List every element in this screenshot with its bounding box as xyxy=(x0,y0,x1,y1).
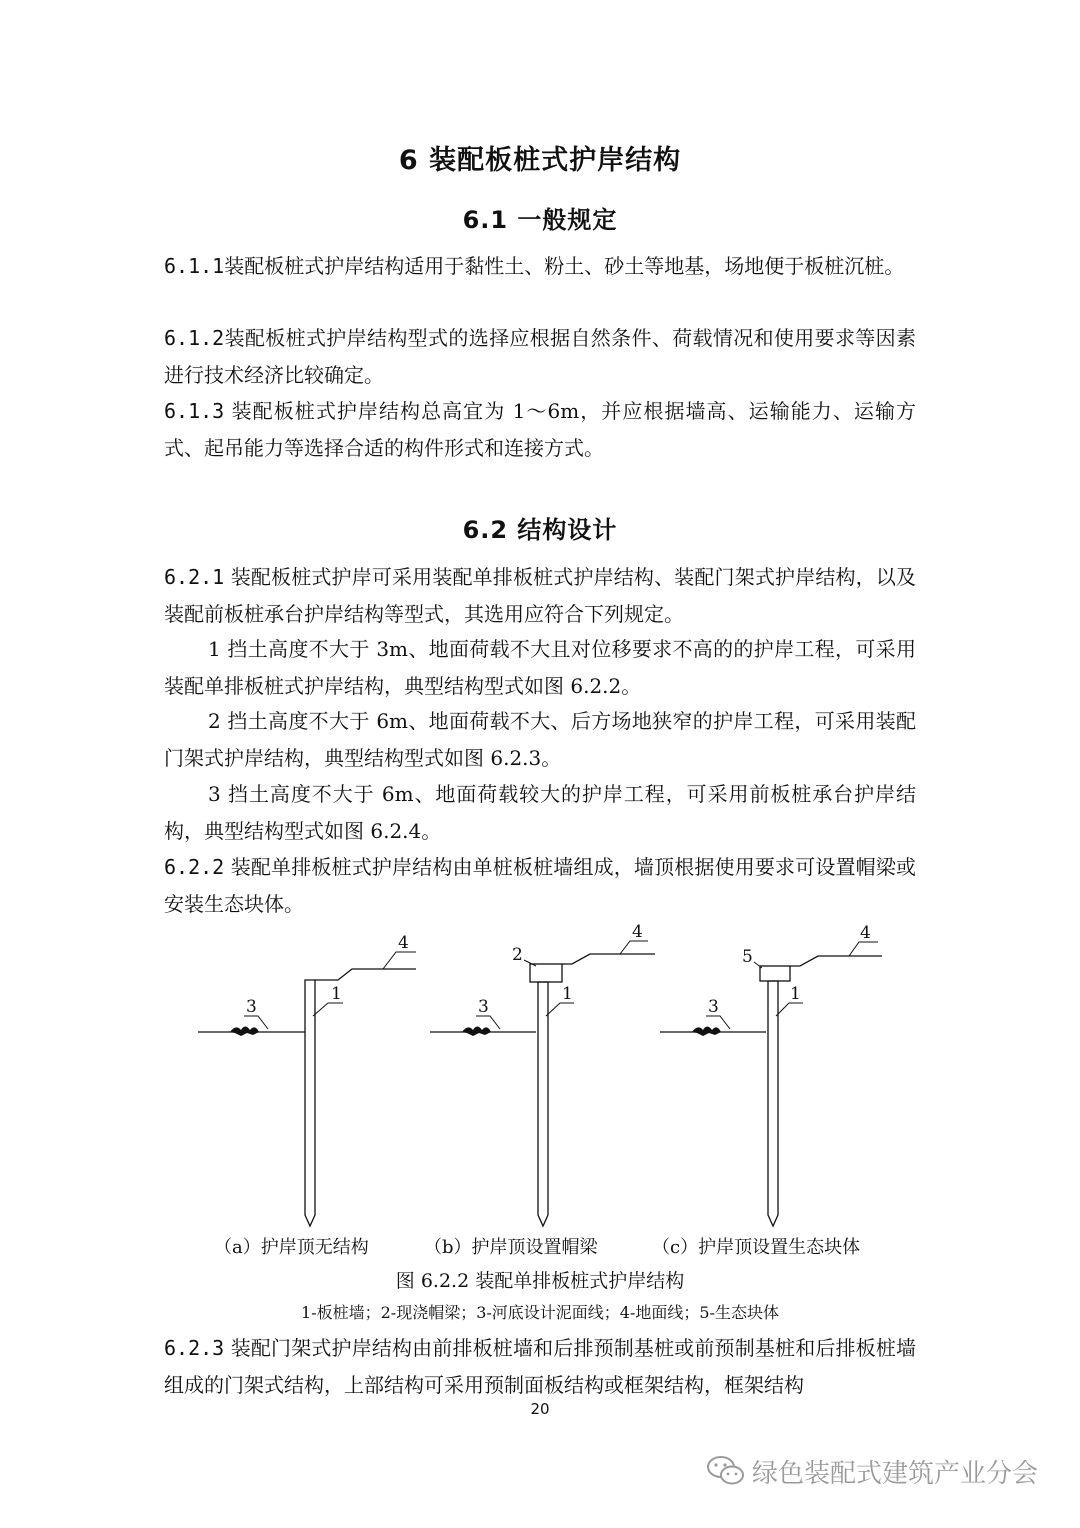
clause-text: 装配板桩式护岸结构型式的选择应根据自然条件、荷载情况和使用要求等因素进行技术经济比较确定。 xyxy=(164,326,916,387)
clause-6-1-2 xyxy=(164,320,916,393)
clause-text: 装配单排板桩式护岸结构由单桩板桩墙组成，墙顶根据使用要求可设置帽梁或安装生态块体。 xyxy=(164,855,916,916)
ground-line xyxy=(315,969,416,980)
riverbed-hatch-icon xyxy=(230,1027,259,1037)
ground-line xyxy=(562,954,655,964)
clause-6-2-2 xyxy=(164,849,916,922)
label-3: 3 xyxy=(708,997,719,1017)
watermark-text: 绿色装配式建筑产业分会 xyxy=(752,1459,1039,1489)
clause-number: 6.1.3 xyxy=(164,399,225,423)
label-3: 3 xyxy=(478,997,489,1017)
label-4: 4 xyxy=(632,922,643,942)
sheet-pile xyxy=(768,981,778,1226)
label-1: 1 xyxy=(331,984,342,1004)
clause-text: 装配板桩式护岸结构总高宜为 1～6m，并应根据墙高、运输能力、运输方式、起吊能力等选择合适的构件形式和连接方式。 xyxy=(164,399,916,460)
clause-number: 6.1.2 xyxy=(164,326,225,350)
figure-legend: 1-板桩墙；2-现浇帽梁；3-河底设计泥面线；4-地面线；5-生态块体 xyxy=(301,1303,779,1322)
section-title-6-1: 6.1 一般规定 xyxy=(462,206,618,234)
subcaption-c: （c）护岸顶设置生态块体 xyxy=(652,1237,861,1258)
section-title-6-2: 6.2 结构设计 xyxy=(462,516,618,544)
item-text: 1 挡土高度不大于 3m、地面荷载不大且对位移要求不高的的护岸工程，可采用装配单排板桩式护岸结构，典型结构型式如图 6.2.2。 xyxy=(164,637,916,698)
watermark xyxy=(706,1445,1066,1495)
clause-6-1-3 xyxy=(164,393,916,466)
item-2 xyxy=(164,703,916,776)
clause-text: 装配门架式护岸结构由前排板桩墙和后排预制基桩或前预制基桩和后排板桩墙组成的门架式结构，上部结构可采用预制面板结构或框架结构，框架结构 xyxy=(164,1336,916,1397)
label-4: 4 xyxy=(860,923,871,943)
clause-text: 装配板桩式护岸结构适用于黏性土、粉土、砂土等地基，场地便于板桩沉桩。 xyxy=(224,254,905,278)
sheet-pile xyxy=(538,982,548,1226)
clause-number: 6.2.2 xyxy=(164,855,225,879)
label-4: 4 xyxy=(398,933,409,953)
figure-6-2-2-diagram xyxy=(0,920,1080,1240)
clause-number: 6.2.1 xyxy=(164,565,225,589)
subfigure-b xyxy=(430,922,655,1226)
riverbed-hatch-icon xyxy=(462,1027,491,1037)
eco-block xyxy=(760,966,790,981)
label-3: 3 xyxy=(246,997,257,1017)
label-1: 1 xyxy=(562,984,573,1004)
subfigure-c xyxy=(660,923,882,1226)
item-text: 2 挡土高度不大于 6m、地面荷载不大、后方场地狭窄的护岸工程，可采用装配门架式护岸结构，典型结构型式如图 6.2.3。 xyxy=(164,709,916,770)
label-5: 5 xyxy=(742,947,753,967)
riverbed-hatch-icon xyxy=(692,1027,721,1037)
sheet-pile xyxy=(305,980,315,1226)
ground-line xyxy=(790,956,882,966)
clause-text: 装配板桩式护岸可采用装配单排板桩式护岸结构、装配门架式护岸结构，以及装配前板桩承台护岸结构等型式，其选用应符合下列规定。 xyxy=(164,565,916,626)
subcaption-b: （b）护岸顶设置帽梁 xyxy=(424,1237,598,1258)
subcaption-a: （a）护岸顶无结构 xyxy=(214,1237,369,1258)
item-text: 3 挡土高度不大于 6m、地面荷载较大的护岸工程，可采用前板桩承台护岸结构，典型结构型式如图 6.2.4。 xyxy=(164,782,916,843)
item-1 xyxy=(164,631,916,704)
clause-6-2-1 xyxy=(164,559,916,632)
wechat-icon xyxy=(706,1453,746,1489)
clause-number: 6.2.3 xyxy=(164,1336,225,1360)
label-1: 1 xyxy=(790,984,801,1004)
figure-title: 图 6.2.2 装配单排板桩式护岸结构 xyxy=(395,1270,685,1292)
chapter-title: 6 装配板桩式护岸结构 xyxy=(398,145,682,176)
clause-6-1-1 xyxy=(164,248,916,285)
cap-beam xyxy=(530,964,562,982)
item-3 xyxy=(164,776,916,849)
clause-number: 6.1.1 xyxy=(164,254,225,278)
page-number: 20 xyxy=(530,1400,550,1418)
clause-6-2-3 xyxy=(164,1330,916,1403)
label-2: 2 xyxy=(512,945,523,965)
subfigure-a xyxy=(198,933,416,1226)
